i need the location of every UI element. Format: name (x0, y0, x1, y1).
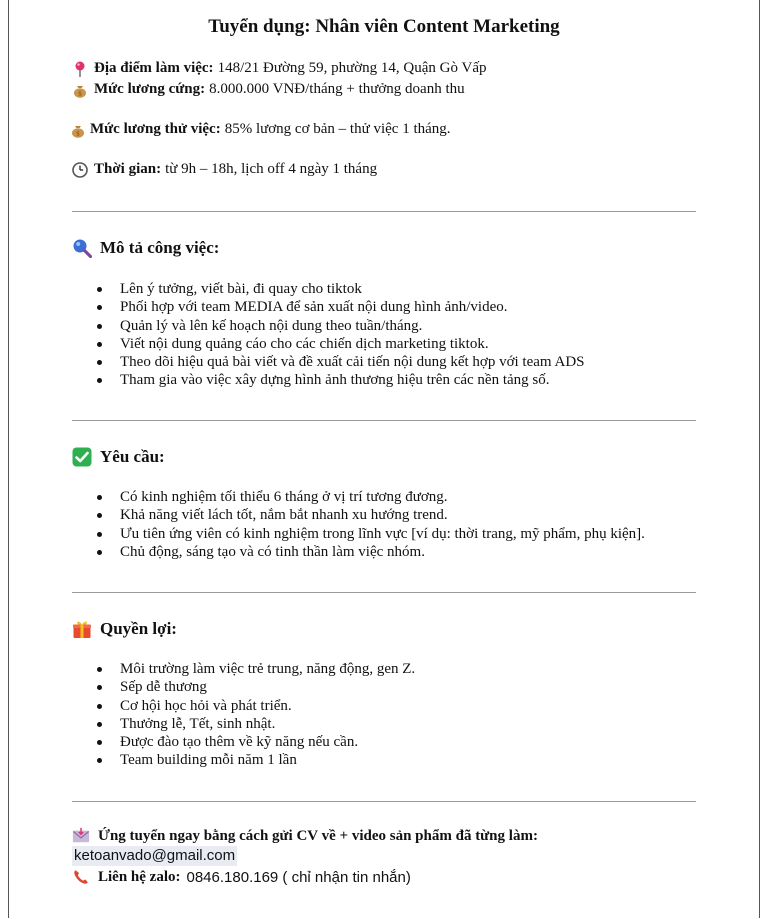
requirements-list (72, 488, 645, 561)
page-title: Tuyển dụng: Nhân viên Content Marketing (208, 16, 560, 37)
apply-text: Ứng tuyển ngay bằng cách gửi CV về + video sản phẩm đã từng làm: (98, 827, 538, 844)
clock-icon (72, 162, 88, 178)
apply-line (72, 827, 542, 845)
phone-icon (72, 868, 90, 886)
time-label: Thời gian: (94, 161, 162, 177)
money-bag-icon (72, 82, 88, 98)
section-heading: Mô tả công việc: (100, 238, 220, 257)
section-heading: Quyền lợi: (100, 619, 177, 638)
divider (72, 801, 696, 802)
probation-value: 85% lương cơ bản – thử việc 1 tháng. (224, 121, 451, 137)
list-item: Quản lý và lên kế hoạch nội dung theo tuần/tháng. (120, 317, 585, 335)
description-list (72, 280, 585, 390)
pushpin-icon (72, 61, 88, 77)
time-value: từ 9h – 18h, lịch off 4 ngày 1 tháng (165, 161, 378, 177)
list-item: Phối hợp với team MEDIA để sản xuất nội dung hình ảnh/video. (120, 298, 585, 316)
magnifier-icon (72, 238, 92, 258)
divider (72, 420, 696, 421)
list-item: Có kinh nghiệm tối thiểu 6 tháng ở vị trí tương đương. (120, 488, 645, 506)
probation-label: Mức lương thử việc: (90, 121, 221, 137)
zalo-label: Liên hệ zalo: (98, 868, 181, 885)
probation-line (70, 121, 451, 138)
list-item: Team building mỗi năm 1 lần (120, 751, 415, 769)
list-item: Tham gia vào việc xây dựng hình ảnh thương hiệu trên các nền tảng số. (120, 371, 585, 389)
zalo-line (72, 868, 411, 886)
svg-text:$: $ (76, 129, 80, 137)
section-requirements-title (72, 447, 165, 467)
list-item: Lên ý tưởng, viết bài, đi quay cho tiktok (120, 280, 585, 298)
location-value: 148/21 Đường 59, phường 14, Quận Gò Vấp (217, 60, 487, 76)
list-item: Khả năng viết lách tốt, nắm bắt nhanh xu hướng trend. (120, 506, 645, 524)
list-item: Theo dõi hiệu quả bài viết và đề xuất cải tiến nội dung kết hợp với team ADS (120, 354, 585, 371)
zalo-number[interactable]: 0846.180.169 ( chỉ nhận tin nhắn) (186, 868, 411, 886)
svg-text:$: $ (78, 89, 82, 97)
list-item: Cơ hội học hỏi và phát triển. (120, 697, 415, 715)
list-item: Được đào tạo thêm về kỹ năng nếu cần. (120, 733, 415, 751)
time-line (72, 161, 377, 178)
salary-label: Mức lương cứng: (94, 81, 206, 97)
section-benefits-title (72, 619, 177, 639)
section-description-title (72, 238, 219, 258)
email-link[interactable]: ketoanvado@gmail.com (74, 847, 236, 864)
list-item: Thưởng lễ, Tết, sinh nhật. (120, 715, 415, 733)
divider (72, 211, 696, 212)
list-item: Môi trường làm việc trẻ trung, năng động, gen Z. (120, 661, 416, 677)
list-item: Sếp dễ thương (120, 678, 415, 696)
benefits-list (72, 660, 415, 770)
check-mark-icon (72, 447, 92, 467)
list-item: Viết nội dung quảng cáo cho các chiến dịch marketing tiktok. (120, 335, 585, 353)
location-line (72, 60, 486, 77)
salary-value: 8.000.000 VNĐ/tháng + thưởng doanh thu (209, 81, 465, 97)
money-bag-icon (70, 122, 86, 138)
list-item: Ưu tiên ứng viên có kinh nghiệm trong lĩnh vực [ví dụ: thời trang, mỹ phẩm, phụ kiện]. (120, 525, 645, 542)
section-heading: Yêu cầu: (100, 447, 165, 466)
list-item: Chủ động, sáng tạo và có tinh thần làm việc nhóm. (120, 543, 645, 561)
location-label: Địa điểm làm việc: (94, 60, 214, 76)
envelope-icon (72, 827, 90, 845)
divider (72, 592, 696, 593)
salary-line (72, 81, 465, 98)
gift-icon (72, 619, 92, 639)
